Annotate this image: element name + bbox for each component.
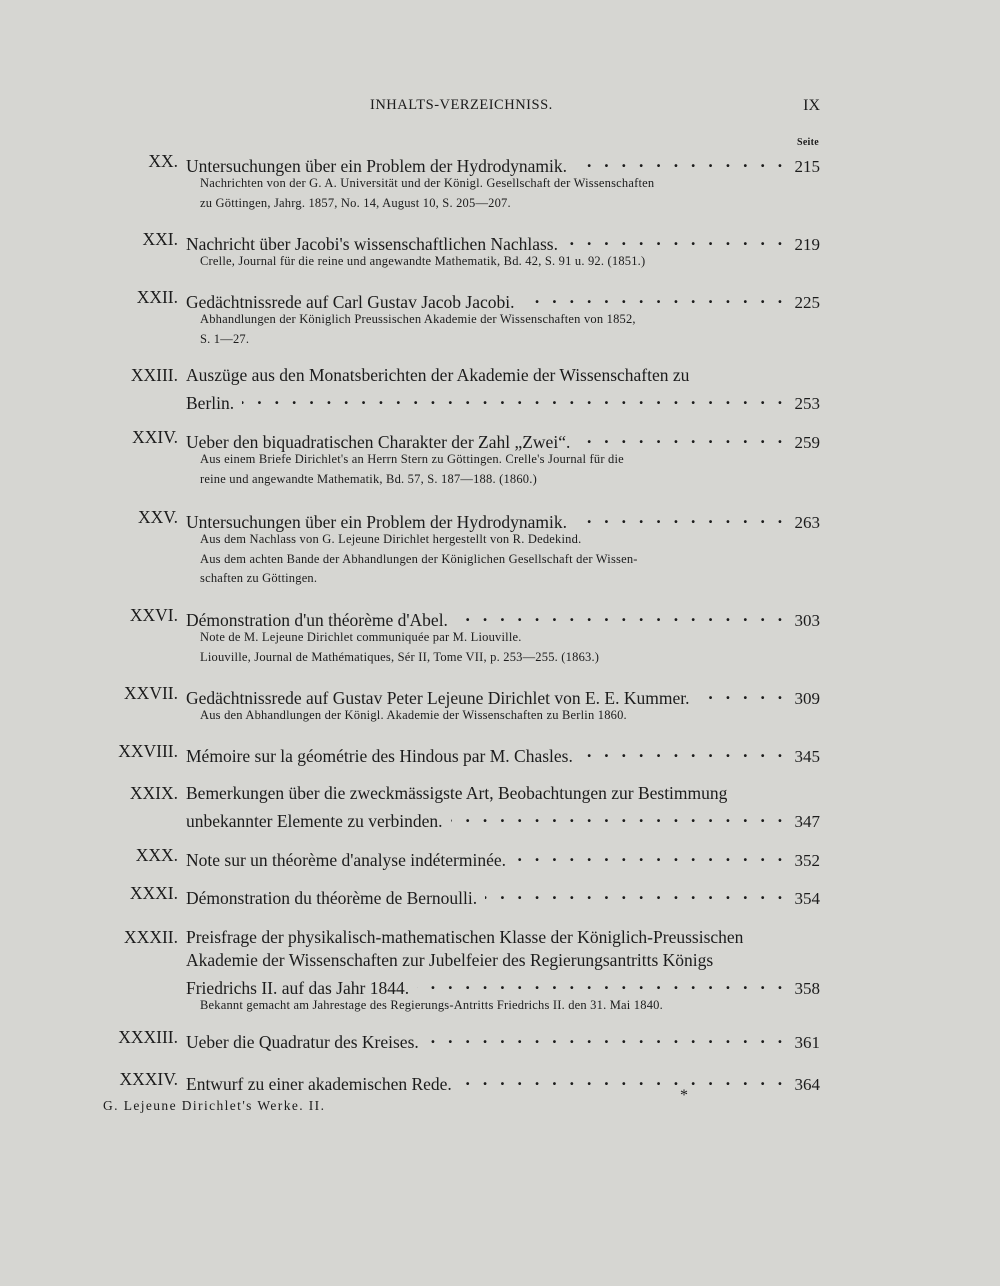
entry-title: Untersuchungen über ein Problem der Hydrodynamik. bbox=[186, 156, 568, 176]
entry-title-line bbox=[186, 387, 820, 415]
entry-number: XXVIII. bbox=[118, 741, 178, 761]
entry-source-note: S. 1—27. bbox=[200, 331, 250, 346]
entry-number: XXIX. bbox=[129, 783, 178, 803]
entry-title: Mémoire sur la géométrie des Hindous par M. Chasles. bbox=[186, 746, 573, 766]
entry-title-line bbox=[186, 949, 820, 971]
entry-source-note: Aus einem Briefe Dirichlet's an Herrn Stern zu Göttingen. Crelle's Journal für die bbox=[200, 452, 624, 466]
entry-page-number: 352 bbox=[794, 851, 820, 870]
dot-leader bbox=[460, 1068, 787, 1090]
running-title: INHALTS-VERZEICHNISS. bbox=[370, 97, 553, 113]
entry-number: XXXII. bbox=[124, 927, 178, 947]
entry-source-note: reine und angewandte Mathematik, Bd. 57, S. 187—188. (1860.) bbox=[200, 471, 537, 486]
entry-number: XXX. bbox=[135, 845, 178, 865]
dot-leader bbox=[456, 604, 787, 626]
entry-page-number: 345 bbox=[794, 747, 820, 766]
entry-title: unbekannter Elemente zu verbinden. bbox=[186, 811, 443, 831]
entry-source-note: schaften zu Göttingen. bbox=[200, 571, 318, 585]
entry-source-note: Aus dem achten Bande der Abhandlungen der Königlichen Gesellschaft der Wissen- bbox=[200, 551, 638, 566]
page-number: IX bbox=[803, 97, 820, 114]
entry-title-line bbox=[186, 882, 820, 910]
dot-leader bbox=[697, 682, 786, 704]
entry-title: Démonstration d'un théorème d'Abel. bbox=[186, 610, 448, 630]
entry-title: Ueber die Quadratur des Kreises. bbox=[186, 1032, 419, 1052]
entry-page-number: 347 bbox=[794, 812, 820, 831]
entry-number: XXII. bbox=[136, 287, 178, 307]
entry-page-number: 309 bbox=[794, 689, 820, 708]
entry-page-number: 361 bbox=[794, 1033, 820, 1052]
entry-title: Démonstration du théorème de Bernoulli. bbox=[186, 888, 478, 908]
dot-leader bbox=[417, 972, 786, 994]
entry-source-note: Aus dem Nachlass von G. Lejeune Dirichlet hergestellt von R. Dedekind. bbox=[200, 532, 582, 546]
entry-number: XXV. bbox=[137, 507, 178, 527]
entry-source-note: Abhandlungen der Königlich Preussischen Akademie der Wissenschaften von 1852, bbox=[200, 312, 636, 326]
entry-title-line bbox=[186, 1068, 820, 1096]
entry-title: Gedächtnissrede auf Carl Gustav Jacob Jacobi. bbox=[186, 292, 515, 312]
entry-number: XXIII. bbox=[130, 365, 178, 385]
entry-title: Bemerkungen über die zweckmässigste Art, Beobachtungen zur Bestimmung bbox=[186, 783, 728, 803]
dot-leader bbox=[427, 1026, 787, 1048]
dot-leader bbox=[575, 506, 786, 528]
entry-title-line bbox=[186, 805, 820, 833]
entry-title: Gedächtnissrede auf Gustav Peter Lejeune Dirichlet von E. E. Kummer. bbox=[186, 688, 690, 708]
entry-page-number: 225 bbox=[794, 293, 820, 312]
running-head bbox=[100, 97, 820, 117]
dot-leader bbox=[523, 286, 787, 308]
dot-leader bbox=[575, 150, 786, 172]
entry-title-line bbox=[186, 782, 820, 804]
entry-page-number: 215 bbox=[794, 157, 820, 176]
footer-mark: * bbox=[680, 1087, 688, 1104]
entry-number: XXVII. bbox=[124, 683, 178, 703]
entry-title-line bbox=[186, 364, 820, 386]
entry-source-note: zu Göttingen, Jahrg. 1857, No. 14, August 10, S. 205—207. bbox=[200, 195, 511, 210]
entry-number: XXXIII. bbox=[118, 1027, 178, 1047]
entry-source-note: Aus den Abhandlungen der Königl. Akademie der Wissenschaften zu Berlin 1860. bbox=[200, 708, 627, 722]
entry-page-number: 358 bbox=[794, 979, 820, 998]
entry-number: XX. bbox=[148, 151, 178, 171]
entry-number: XXIV. bbox=[132, 427, 178, 447]
footer-signature: G. Lejeune Dirichlet's Werke. II. bbox=[103, 1098, 326, 1113]
entry-title: Note sur un théorème d'analyse indéterminée. bbox=[186, 850, 506, 870]
entry-title: Friedrichs II. auf das Jahr 1844. bbox=[186, 978, 410, 998]
seite-label: Seite bbox=[796, 137, 819, 148]
dot-leader bbox=[578, 426, 786, 448]
dot-leader bbox=[514, 844, 787, 866]
entry-page-number: 364 bbox=[794, 1075, 820, 1094]
entry-title: Akademie der Wissenschaften zur Jubelfeier des Regierungsantritts Königs bbox=[186, 950, 714, 970]
entry-title-line bbox=[186, 1026, 820, 1054]
entry-page-number: 354 bbox=[794, 889, 820, 908]
dot-leader bbox=[566, 228, 787, 250]
entry-title-line bbox=[186, 844, 820, 872]
entry-number: XXXI. bbox=[129, 883, 178, 903]
dot-leader bbox=[581, 740, 787, 762]
entry-title: Preisfrage der physikalisch-mathematischen Klasse der Königlich-Preussischen bbox=[186, 927, 744, 947]
entry-title: Entwurf zu einer akademischen Rede. bbox=[186, 1074, 452, 1094]
entry-page-number: 259 bbox=[794, 433, 820, 452]
entry-number: XXI. bbox=[142, 229, 178, 249]
entry-number: XXVI. bbox=[129, 605, 178, 625]
dot-leader bbox=[242, 387, 786, 409]
entry-page-number: 303 bbox=[794, 611, 820, 630]
entry-title-line bbox=[186, 740, 820, 768]
entry-title: Berlin. bbox=[186, 393, 235, 413]
entry-title: Auszüge aus den Monatsberichten der Akademie der Wissenschaften zu bbox=[186, 365, 690, 385]
entry-source-note: Note de M. Lejeune Dirichlet communiquée par M. Liouville. bbox=[200, 630, 522, 644]
entry-page-number: 263 bbox=[794, 513, 820, 532]
entry-page-number: 253 bbox=[794, 394, 820, 413]
entry-source-note: Bekannt gemacht am Jahrestage des Regierungs-Antritts Friedrichs II. den 31. Mai 1840. bbox=[200, 998, 663, 1012]
dot-leader bbox=[451, 805, 787, 827]
entry-source-note: Liouville, Journal de Mathématiques, Sér II, Tome VII, p. 253—255. (1863.) bbox=[200, 649, 600, 664]
entry-title: Untersuchungen über ein Problem der Hydrodynamik. bbox=[186, 512, 568, 532]
dot-leader bbox=[485, 882, 786, 904]
entry-title-line bbox=[186, 926, 820, 948]
entry-source-note: Nachrichten von der G. A. Universität und der Königl. Gesellschaft der Wissenschaften bbox=[200, 176, 655, 190]
entry-number: XXXIV. bbox=[119, 1069, 178, 1089]
entry-page-number: 219 bbox=[794, 235, 820, 254]
entry-title: Ueber den biquadratischen Charakter der Zahl „Zwei“. bbox=[186, 432, 571, 452]
entry-title: Nachricht über Jacobi's wissenschaftlichen Nachlass. bbox=[186, 234, 558, 254]
entry-source-note: Crelle, Journal für die reine und angewandte Mathematik, Bd. 42, S. 91 u. 92. (1851.) bbox=[200, 254, 646, 268]
